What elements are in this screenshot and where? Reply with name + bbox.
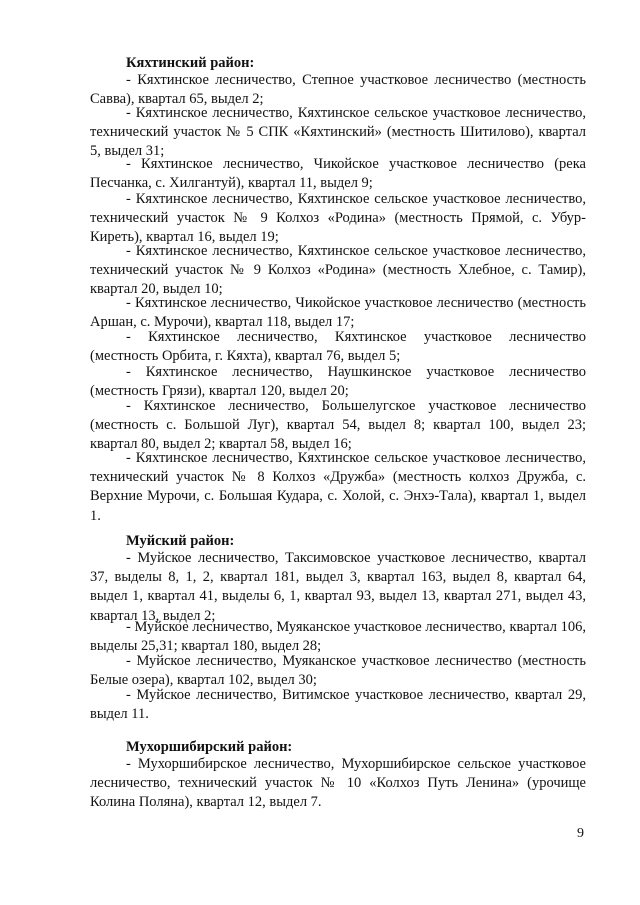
list-item: - Муйское лесничество, Муяканское участковое лесничество (местность Белые озера), квартал 102, выдел 30;: [90, 653, 586, 689]
list-item: - Кяхтинское лесничество, Кяхтинское сельское участковое лесничество, технический участок № 5 СПК «Кяхтинский» (местность Шитилово), квартал 5, выдел 31;: [90, 105, 586, 160]
section-title-mukhorshibir: Мухоршибирский район:: [126, 739, 293, 755]
list-item: - Кяхтинское лесничество, Степное участковое лесничество (местность Савва), квартал 65, выдел 2;: [90, 72, 586, 108]
list-item: - Муйское лесничество, Таксимовское участковое лесничество, квартал 37, выделы 8, 1, 2, квартал 181, выдел 3, квартал 163, выдел 8, квартал 64, выдел 1, квартал 41, выделы 6, 1, квартал 93, выдел 13, квартал 271, выдел 43, квартал 13, выдел 2;: [90, 550, 586, 624]
list-item: - Кяхтинское лесничество, Кяхтинское сельское участковое лесничество, технический участок № 9 Колхоз «Родина» (местность Прямой, с. Убур-Киреть), квартал 16, выдел 19;: [90, 191, 586, 246]
list-item: - Мухоршибирское лесничество, Мухоршибирское сельское участковое лесничество, технический участок № 10 «Колхоз Путь Ленина» (урочище Колина Поляна), квартал 12, выдел 7.: [90, 756, 586, 811]
section-title-kyakhta: Кяхтинский район:: [126, 55, 255, 71]
list-item: - Кяхтинское лесничество, Кяхтинское сельское участковое лесничество, технический участок № 8 Колхоз «Дружба» (местность колхоз Дружба, с. Верхние Мурочи, с. Большая Кудара, с. Холой, с. Энхэ-Тала), квартал 1, выдел 1.: [90, 450, 586, 524]
list-item: - Кяхтинское лесничество, Чикойское участковое лесничество (местность Аршан, с. Мурочи), квартал 118, выдел 17;: [90, 295, 586, 331]
list-item: - Кяхтинское лесничество, Большелугское участковое лесничество (местность с. Большой Луг), квартал 54, выдел 8; квартал 100, выдел 23; квартал 80, выдел 2; квартал 58, выдел 16;: [90, 398, 586, 453]
list-item: - Кяхтинское лесничество, Чикойское участковое лесничество (река Песчанка, с. Хилгантуй), квартал 11, выдел 9;: [90, 156, 586, 192]
list-item: - Кяхтинское лесничество, Кяхтинское участковое лесничество (местность Орбита, г. Кяхта), квартал 76, выдел 5;: [90, 329, 586, 365]
list-item: - Кяхтинское лесничество, Наушкинское участковое лесничество (местность Грязи), квартал 120, выдел 20;: [90, 364, 586, 400]
list-item: - Муйское лесничество, Муяканское участковое лесничество, квартал 106, выделы 25,31; квартал 180, выдел 28;: [90, 619, 586, 655]
list-item: - Кяхтинское лесничество, Кяхтинское сельское участковое лесничество, технический участок № 9 Колхоз «Родина» (местность Хлебное, с. Тамир), квартал 20, выдел 10;: [90, 243, 586, 298]
section-title-muya: Муйский район:: [126, 533, 235, 549]
list-item: - Муйское лесничество, Витимское участковое лесничество, квартал 29, выдел 11.: [90, 687, 586, 723]
page-number: 9: [577, 826, 584, 841]
